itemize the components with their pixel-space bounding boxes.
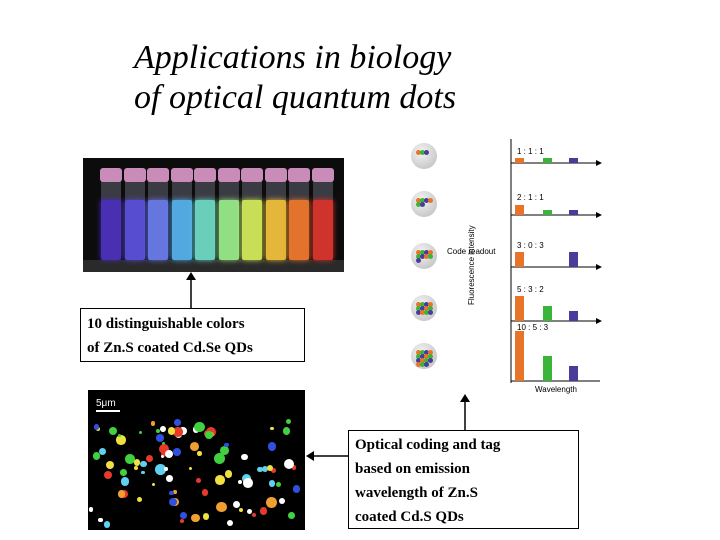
title-line-1: Applications in biology [134, 39, 452, 76]
scale-bar-label: 5μm [96, 398, 116, 409]
coding-callout-line-4: coated Cd.S QDs [355, 509, 464, 525]
code-readout-value: 10 : 5 : 3 [517, 323, 549, 332]
coding-callout-line-1: Optical coding and tag [355, 437, 501, 453]
arrow-to-vials-head [186, 272, 196, 280]
arrow-to-cells-head [306, 451, 314, 461]
title-line-2: of optical quantum dots [134, 79, 457, 116]
colors-callout-line-1: 10 distinguishable colors [87, 316, 245, 332]
intensity-axis-label: Fluorescence intensity [467, 225, 476, 305]
code-readout-label: Code readout [447, 247, 496, 256]
code-readout-value: 2 : 1 : 1 [517, 193, 544, 202]
coding-callout-line-3: wavelength of Zn.S [355, 485, 478, 501]
code-readout-value: 1 : 1 : 1 [517, 147, 544, 156]
colors-callout-line-2: of Zn.S coated Cd.Se QDs [87, 340, 253, 356]
code-readout-value: 5 : 3 : 2 [517, 285, 544, 294]
coding-callout-line-2: based on emission [355, 461, 471, 477]
wavelength-axis-label: Wavelength [535, 385, 577, 394]
code-readout-value: 3 : 0 : 3 [517, 241, 544, 250]
arrow-to-figure-head [460, 394, 470, 402]
